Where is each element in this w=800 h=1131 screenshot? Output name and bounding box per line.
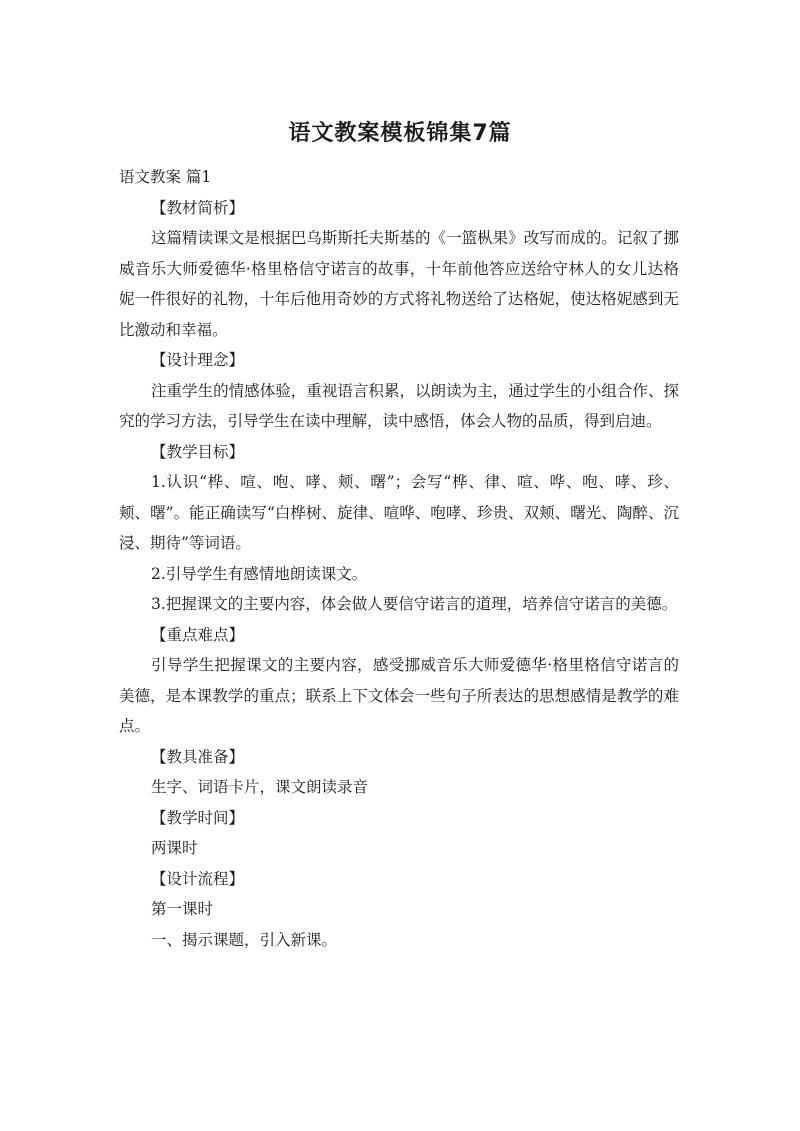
step-item-1: 一、揭示课题，引入新课。: [151, 930, 338, 949]
heading-materials: 【教材简析】: [151, 198, 245, 217]
paragraph-time: 两课时: [151, 839, 198, 857]
document-body: [119, 162, 679, 955]
heading-goals: 【教学目标】: [151, 442, 245, 461]
goal-item-2: 2.引导学生有感情地朗读课文。: [151, 564, 368, 583]
paragraph-materials: 这篇精读课文是根据巴乌斯斯托夫斯基的《一篮枞果》改写而成的。记叙了挪威音乐大师爱德华·格里格信守诺言的故事，十年前他答应送给守林人的女儿达格妮一件很好的礼物，十年后他用奇妙的方式将礼物送给了达格妮，使达格妮感到无比激动和幸福。: [119, 229, 679, 339]
heading-time: 【教学时间】: [151, 808, 245, 827]
goal-item-3: 3.把握课文的主要内容，体会做人要信守诺言的道理，培养信守诺言的美德。: [151, 595, 678, 613]
heading-flow: 【设计流程】: [151, 869, 245, 888]
document-title: 语文教案模板锦集7篇: [288, 121, 512, 146]
goal-item-1: 1.认识“桦、喧、咆、哮、颊、曙”；会写“桦、律、喧、哗、咆、哮、珍、颊、曙”。能正确读写“白桦树、旋律、喧哗、咆哮、珍贵、双颊、曙光、陶醉、沉浸、期待”等词语。: [119, 473, 679, 552]
period-label: 第一课时: [151, 900, 214, 918]
heading-concept: 【设计理念】: [151, 351, 245, 369]
paragraph-keypoints: 引导学生把握课文的主要内容，感受挪威音乐大师爱德华·格里格信守诺言的美德，是本课教学的重点；联系上下文体会一些句子所表达的思想感情是教学的难点。: [119, 656, 679, 735]
heading-keypoints: 【重点难点】: [151, 625, 245, 644]
paragraph-concept: 注重学生的情感体验，重视语言积累，以朗读为主，通过学生的小组合作、探究的学习方法，引导学生在读中理解，读中感悟，体会人物的品质，得到启迪。: [119, 381, 679, 430]
heading-aids: 【教具准备】: [151, 747, 245, 766]
paragraph-aids: 生字、词语卡片，课文朗读录音: [151, 778, 369, 796]
section-label: 语文教案 篇1: [119, 168, 212, 186]
